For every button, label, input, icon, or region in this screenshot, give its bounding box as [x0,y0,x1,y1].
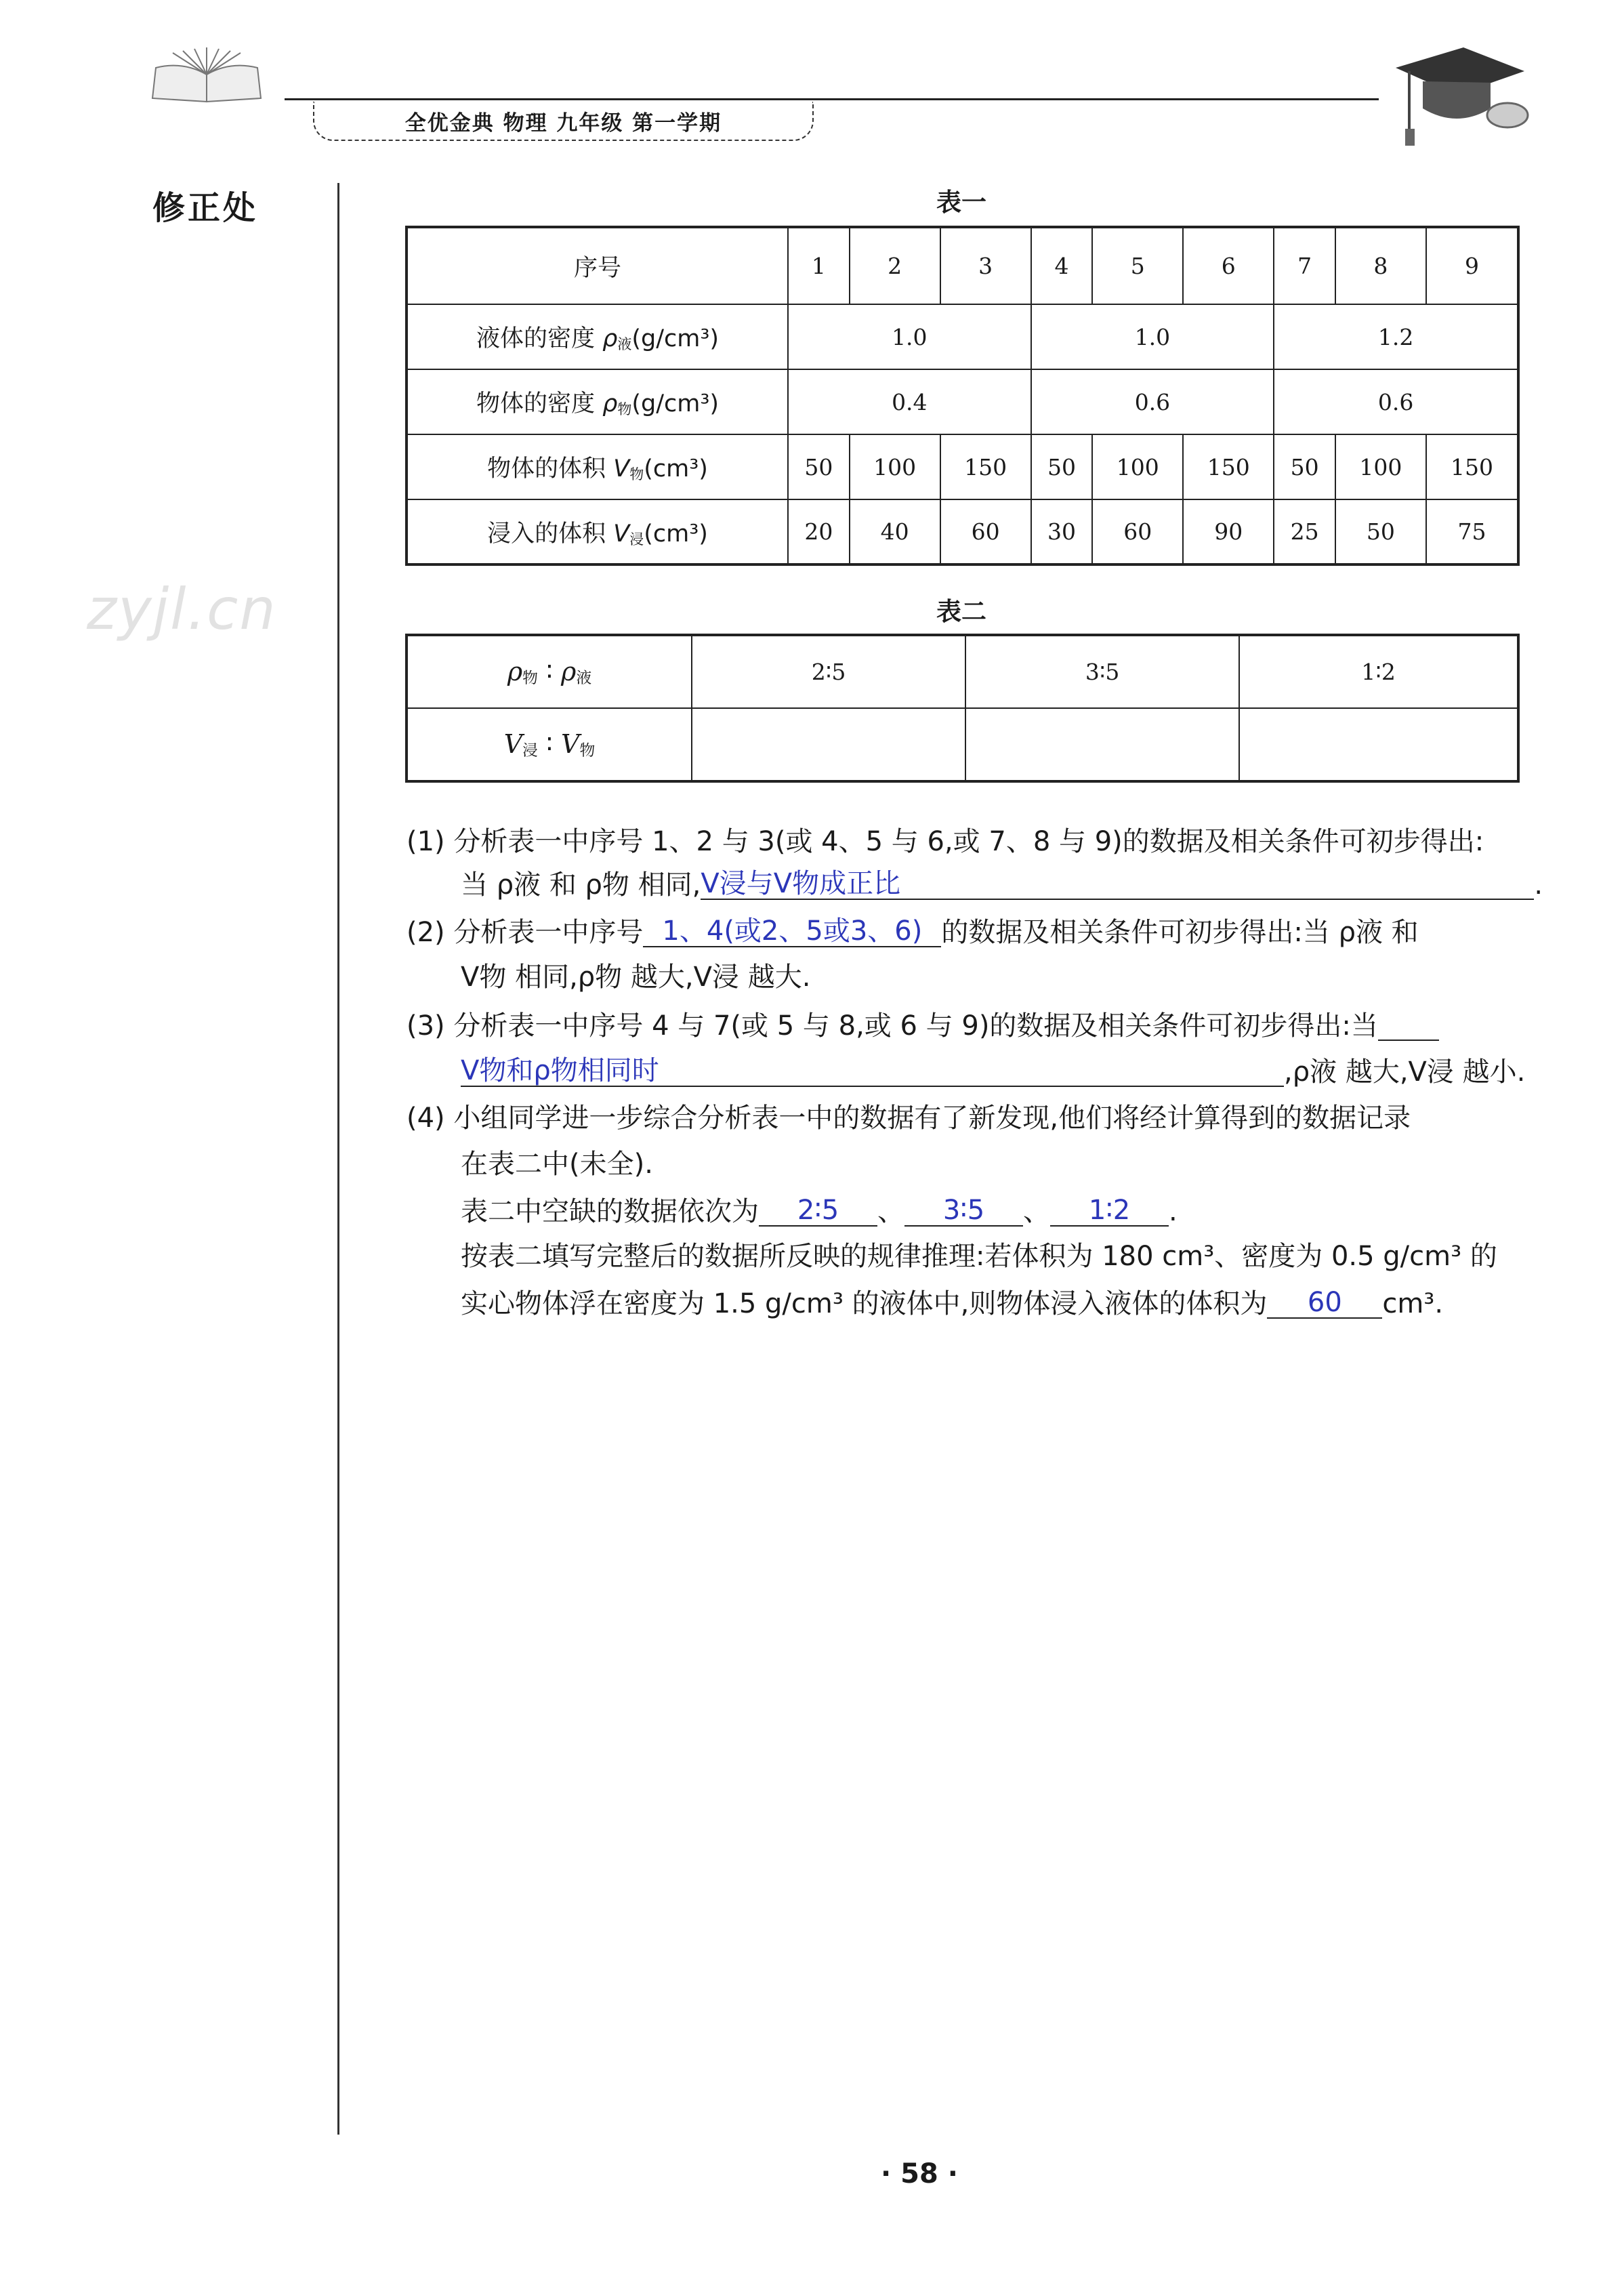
value-cell: 50 [1031,434,1093,499]
value-cell: 0.6 [1031,369,1274,434]
value-cell: 50 [788,434,850,499]
index-cell: 7 [1274,227,1335,304]
table2-caption: 表二 [936,597,986,626]
value-cell: 90 [1183,499,1274,564]
answer-blank-4d: 60 [1267,1288,1382,1319]
value-cell: 1.2 [1274,304,1518,369]
value-cell: 50 [1274,434,1335,499]
value-cell: 20 [788,499,850,564]
watermark: zyjl.cn [87,576,277,642]
table-row [407,227,1518,304]
ratio-cell: 1∶2 [1239,635,1518,708]
margin-divider [337,183,339,2135]
table2 [405,634,1520,783]
open-book-icon [146,47,268,108]
answer-blank-1: V浸与V物成正比 [701,869,1534,900]
value-cell: 100 [1092,434,1183,499]
value-cell: 60 [940,499,1031,564]
empty-cell [965,708,1239,781]
empty-cell [1239,708,1518,781]
question-1-line-1: (1) 分析表一中序号 1、2 与 3(或 4、5 与 6,或 7、8 与 9)的数据及相关条件可初步得出: [407,826,1484,857]
value-cell: 25 [1274,499,1335,564]
value-cell: 60 [1092,499,1183,564]
table-row [407,369,1518,434]
question-2-line-2: V物 相同,ρ物 越大,V浸 越大. [461,962,811,993]
answer-blank-4b: 3∶5 [904,1195,1023,1227]
question-3-line-2: V物和ρ物相同时 ,ρ液 越大,V浸 越小. [461,1055,1526,1088]
question-4-line-2: 在表二中(未全). [461,1149,653,1180]
ratio-volume-label: V浸 ∶ V物 [407,708,692,781]
row-label: 液体的密度 ρ液(g/cm³) [407,304,788,369]
answer-blank-4a: 2∶5 [759,1195,877,1227]
question-4-line-5: 实心物体浮在密度为 1.5 g/cm³ 的液体中,则物体浸入液体的体积为 60 cm³. [461,1287,1444,1319]
question-3-line-1: (3) 分析表一中序号 4 与 7(或 5 与 8,或 6 与 9)的数据及相关条件可初步得出:当 [407,1010,1439,1041]
table-row [407,499,1518,564]
row-label: 物体的体积 V物(cm³) [407,434,788,499]
index-cell: 8 [1335,227,1426,304]
table-row [407,304,1518,369]
graduation-cap-icon [1389,41,1538,149]
value-cell: 50 [1335,499,1426,564]
header-rule [285,98,1379,100]
table1 [405,226,1520,566]
value-cell: 150 [1183,434,1274,499]
question-4-line-4: 按表二填写完整后的数据所反映的规律推理:若体积为 180 cm³、密度为 0.5 g/cm³ 的 [461,1241,1497,1272]
answer-blank-2: 1、4(或2、5或3、6) [643,916,941,947]
correction-column-title: 修正处 [152,189,259,227]
value-cell: 100 [1335,434,1426,499]
value-cell: 30 [1031,499,1093,564]
value-cell: 150 [940,434,1031,499]
question-2-line-1: (2) 分析表一中序号 1、4(或2、5或3、6) 的数据及相关条件可初步得出:当 ρ液 和 [407,916,1419,948]
row-label: 物体的密度 ρ物(g/cm³) [407,369,788,434]
index-cell: 5 [1092,227,1183,304]
value-cell: 100 [850,434,940,499]
empty-cell [692,708,965,781]
row-label: 浸入的体积 V浸(cm³) [407,499,788,564]
value-cell: 150 [1426,434,1518,499]
question-1-line-2: 当 ρ液 和 ρ物 相同,V浸与V物成正比 . [461,868,1543,901]
ratio-density-label: ρ物 ∶ ρ液 [407,635,692,708]
index-cell: 3 [940,227,1031,304]
value-cell: 1.0 [1031,304,1274,369]
answer-blank-4c: 1∶2 [1050,1195,1169,1227]
page-number: · 58 · [881,2158,958,2189]
value-cell: 0.6 [1274,369,1518,434]
question-4-line-3: 表二中空缺的数据依次为 2∶5 、 3∶5 、 1∶2 . [461,1195,1178,1227]
index-cell: 6 [1183,227,1274,304]
value-cell: 0.4 [788,369,1031,434]
table-row [407,434,1518,499]
header-label: 序号 [407,227,788,304]
index-cell: 1 [788,227,850,304]
table1-caption: 表一 [936,188,986,217]
ratio-cell: 3∶5 [965,635,1239,708]
book-title: 全优金典 物理 九年级 第一学期 [313,102,814,141]
answer-blank-3: V物和ρ物相同时 [461,1056,1284,1087]
value-cell: 40 [850,499,940,564]
index-cell: 2 [850,227,940,304]
ratio-cell: 2∶5 [692,635,965,708]
table-row [407,635,1518,708]
value-cell: 75 [1426,499,1518,564]
table-row [407,708,1518,781]
index-cell: 9 [1426,227,1518,304]
question-4-line-1: (4) 小组同学进一步综合分析表一中的数据有了新发现,他们将经计算得到的数据记录 [407,1103,1411,1134]
index-cell: 4 [1031,227,1093,304]
value-cell: 1.0 [788,304,1031,369]
